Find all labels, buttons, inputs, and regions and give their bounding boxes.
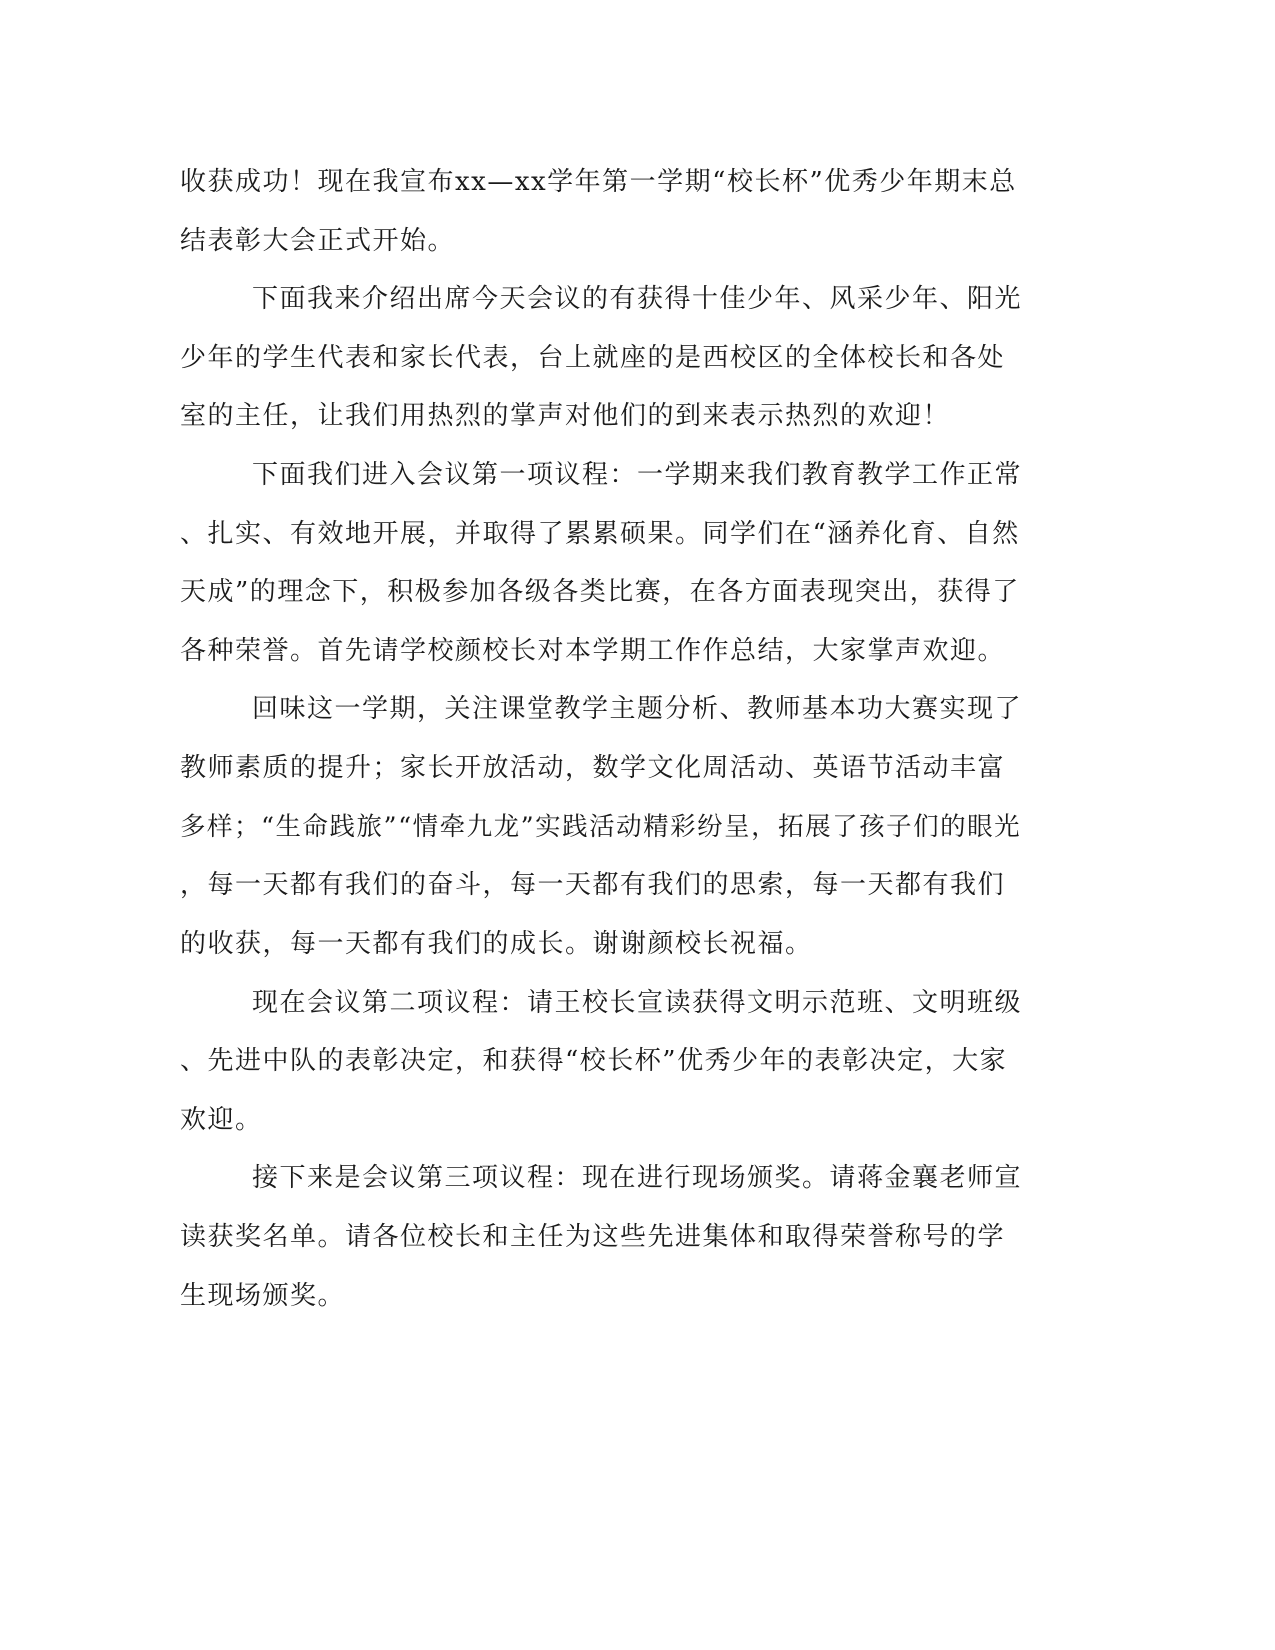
text-line: 多样；“生命践旅”“情牵九龙”实践活动精彩纷呈，拓展了孩子们的眼光	[180, 812, 1022, 842]
text-line: 欢迎。	[180, 1105, 263, 1135]
text-line: 读获奖名单。请各位校长和主任为这些先进集体和取得荣誉称号的学	[180, 1222, 1006, 1252]
text-line: 的收获，每一天都有我们的成长。谢谢颜校长祝福。	[180, 929, 813, 959]
text-line: 回味这一学期，关注课堂教学主题分析、教师基本功大赛实现了	[252, 694, 1023, 724]
text-line: 教师素质的提升；家长开放活动，数学文化周活动、英语节活动丰富	[180, 753, 1006, 783]
text-line: 各种荣誉。首先请学校颜校长对本学期工作作总结，大家掌声欢迎。	[180, 636, 1006, 666]
text-line: 生现场颁奖。	[180, 1281, 346, 1311]
text-line: 下面我来介绍出席今天会议的有获得十佳少年、风采少年、阳光	[252, 284, 1023, 314]
text-line: 接下来是会议第三项议程：现在进行现场颁奖。请蒋金襄老师宣	[252, 1163, 1023, 1193]
text-line: 现在会议第二项议程：请王校长宣读获得文明示范班、文明班级	[252, 988, 1023, 1018]
text-line: 下面我们进入会议第一项议程：一学期来我们教育教学工作正常	[252, 460, 1023, 490]
text-line: ，每一天都有我们的奋斗，每一天都有我们的思索，每一天都有我们	[180, 870, 1006, 900]
text-line: 室的主任，让我们用热烈的掌声对他们的到来表示热烈的欢迎！	[180, 401, 951, 431]
text-line: 天成”的理念下，积极参加各级各类比赛，在各方面表现突出，获得了	[180, 577, 1020, 607]
text-line: 、先进中队的表彰决定，和获得“校长杯”优秀少年的表彰决定，大家	[180, 1046, 1008, 1076]
text-line: 收获成功！现在我宣布xx—xx学年第一学期“校长杯”优秀少年期末总	[180, 167, 1017, 197]
text-line: 结表彰大会正式开始。	[180, 226, 456, 256]
text-line: 少年的学生代表和家长代表，台上就座的是西校区的全体校长和各处	[180, 343, 1006, 373]
text-line: 、扎实、有效地开展，并取得了累累硕果。同学们在“涵养化育、自然	[180, 519, 1020, 549]
